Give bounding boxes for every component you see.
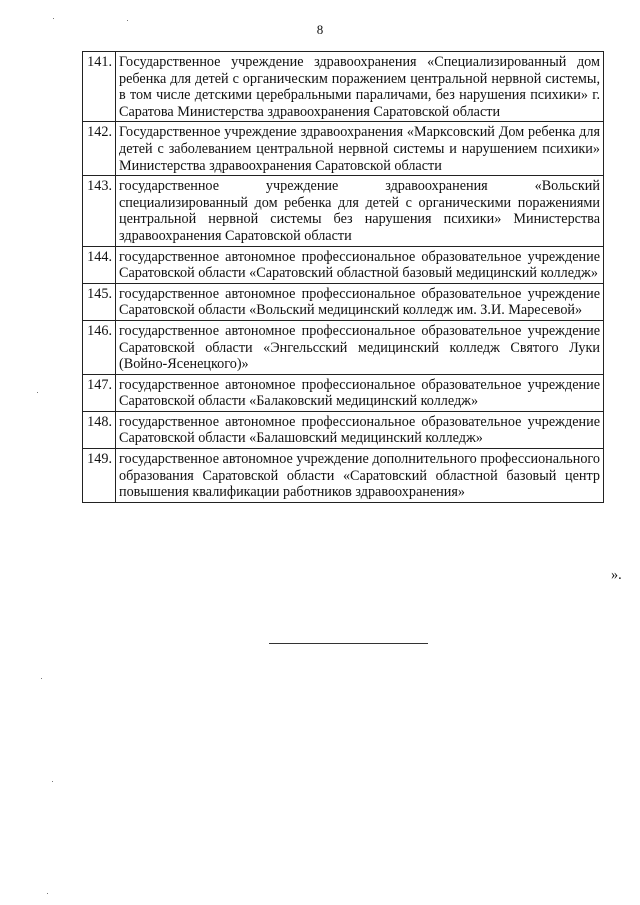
table-row — [83, 283, 604, 320]
table-row — [83, 449, 604, 503]
scan-speck — [41, 678, 42, 679]
institution-name: государственное автономное профессиональное образовательное учреждение Саратовской области «Энгельсский медицинский колледж Святого Луки (Войно-Ясенецкого)» — [116, 320, 604, 374]
table-row — [83, 320, 604, 374]
table-row — [83, 176, 604, 246]
scan-speck — [127, 20, 128, 21]
institution-name: государственное автономное профессиональное образовательное учреждение Саратовской области «Вольский медицинский колледж им. З.И. Маресевой» — [116, 283, 604, 320]
page-number: 8 — [316, 22, 324, 37]
institution-name: государственное автономное учреждение дополнительного профессионального образования Саратовской области «Саратовский областной базовый центр повышения квалификации работников здравоохранения» — [116, 449, 604, 503]
row-number: 146. — [83, 320, 116, 374]
institutions-table — [82, 51, 604, 503]
scan-speck — [47, 893, 48, 894]
table-row — [83, 374, 604, 411]
institution-name: государственное учреждение здравоохранения «Вольский специализированный дом ребенка для детей с органическими поражениями центральной нервной системы без нарушения психики» Министерства здравоохранения Саратовской области — [116, 176, 604, 246]
scan-speck — [52, 781, 53, 782]
table-row — [83, 122, 604, 176]
row-number: 142. — [83, 122, 116, 176]
row-number: 144. — [83, 246, 116, 283]
institution-name: государственное автономное профессиональное образовательное учреждение Саратовской области «Балаковский медицинский колледж» — [116, 374, 604, 411]
institution-name: государственное автономное профессиональное образовательное учреждение Саратовской области «Саратовский областной базовый медицинский колледж» — [116, 246, 604, 283]
row-number: 143. — [83, 176, 116, 246]
institution-name: государственное автономное профессиональное образовательное учреждение Саратовской области «Балашовский медицинский колледж» — [116, 411, 604, 448]
row-number: 147. — [83, 374, 116, 411]
scan-speck — [37, 392, 38, 393]
row-number: 145. — [83, 283, 116, 320]
scan-speck — [53, 18, 54, 19]
row-number: 148. — [83, 411, 116, 448]
row-number: 149. — [83, 449, 116, 503]
table-row — [83, 52, 604, 122]
institution-name: Государственное учреждение здравоохранения «Марксовский Дом ребенка для детей с заболеванием центральной нервной системы и нарушением психики» Министерства здравоохранения Саратовской области — [116, 122, 604, 176]
row-number: 141. — [83, 52, 116, 122]
institution-name: Государственное учреждение здравоохранения «Специализированный дом ребенка для детей с органическим поражением центральной нервной системы, в том числе детскими церебральными параличами, без нарушения психики» г. Саратова Министерства здравоохранения Саратовской области — [116, 52, 604, 122]
table-row — [83, 246, 604, 283]
table-row — [83, 411, 604, 448]
end-divider-line — [269, 643, 428, 644]
closing-quote: ». — [611, 567, 622, 583]
